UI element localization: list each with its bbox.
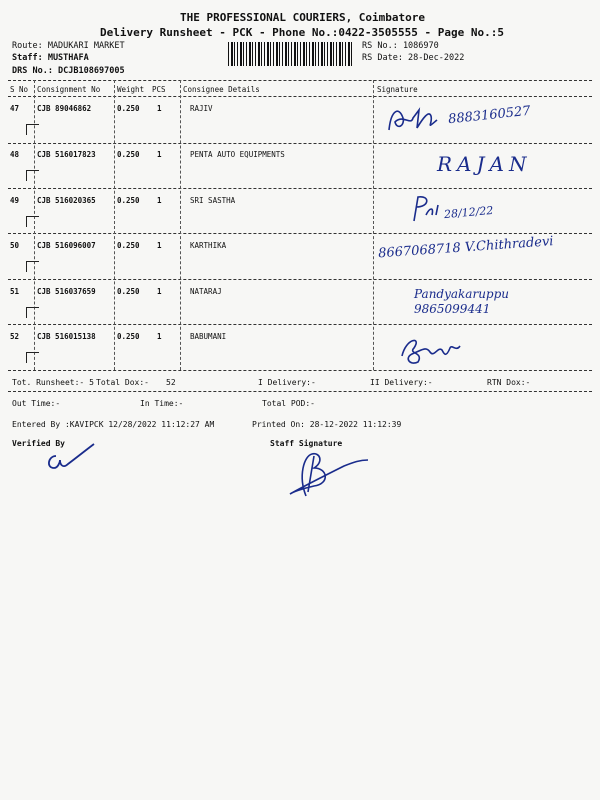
row-divider — [8, 233, 592, 234]
row-consignee: NATARAJ — [190, 287, 222, 296]
row-pcs: 1 — [157, 196, 162, 205]
signature-scribble — [385, 100, 445, 138]
row-pcs: 1 — [157, 150, 162, 159]
row-sno: 48 — [10, 150, 20, 159]
handwritten-date: 28/12/22 — [443, 203, 494, 222]
company-title: THE PROFESSIONAL COURIERS, Coimbatore — [180, 11, 426, 24]
total-dox-value: 52 — [166, 378, 176, 387]
row-consignment: CJB 516017823 — [37, 150, 96, 159]
staff-signature-label: Staff Signature — [270, 439, 343, 448]
row-consignment: CJB 516096007 — [37, 241, 96, 250]
col-header-consignee: Consignee Details — [183, 85, 260, 94]
totals-rule — [8, 391, 592, 392]
drs-number: DRS No.: DCJB108697005 — [12, 66, 125, 76]
row-weight: 0.250 — [117, 287, 140, 296]
handwritten-name: RAJAN — [437, 152, 532, 176]
staff-signature — [284, 446, 374, 502]
row-sno: 47 — [10, 104, 20, 113]
header-rule — [8, 96, 592, 97]
row-weight: 0.250 — [117, 241, 140, 250]
handwritten-name-phone: Pandyakaruppu 9865099441 — [414, 287, 510, 316]
tick-mark — [26, 261, 39, 272]
row-weight: 0.250 — [117, 196, 140, 205]
row-divider — [8, 324, 592, 325]
row-pcs: 1 — [157, 287, 162, 296]
row-weight: 0.250 — [117, 150, 140, 159]
row-divider — [8, 188, 592, 189]
route: Route: MADUKARI MARKET — [12, 41, 125, 51]
table-bottom-rule — [8, 370, 592, 371]
col-header-weight: Weight — [117, 85, 145, 94]
printed-on: Printed On: 28-12-2022 11:12:39 — [252, 420, 402, 429]
tick-mark — [26, 352, 39, 363]
column-rule — [373, 80, 374, 370]
out-time: Out Time:- — [12, 399, 61, 408]
tick-mark — [26, 216, 39, 227]
row-consignee: SRI SASTHA — [190, 196, 236, 205]
total-dox-label: Total Dox:- — [96, 378, 149, 387]
col-header-signature: Signature — [377, 85, 418, 94]
row-pcs: 1 — [157, 104, 162, 113]
handwritten-phone: 8883160527 — [447, 103, 532, 128]
row-consignee: PENTA AUTO EQUIPMENTS — [190, 150, 285, 159]
row-consignment: CJB 516015138 — [37, 332, 96, 341]
row-weight: 0.250 — [117, 104, 140, 113]
total-pod: Total POD:- — [262, 399, 315, 408]
row-divider — [8, 279, 592, 280]
tick-mark — [26, 124, 39, 135]
signature-scribble — [408, 193, 448, 225]
tick-mark — [26, 170, 39, 181]
entered-by: Entered By :KAVIPCK 12/28/2022 11:12:27 AM — [12, 420, 215, 429]
handwritten-phone-name: 8667068718 V.Chithradevi — [377, 234, 554, 262]
in-time: In Time:- — [140, 399, 184, 408]
rs-date: RS Date: 28-Dec-2022 — [362, 53, 465, 63]
table-top-rule — [8, 80, 592, 81]
i-delivery: I Delivery:- — [258, 378, 316, 387]
row-sno: 52 — [10, 332, 20, 341]
verified-signature — [42, 440, 98, 476]
row-consignee: BABUMANI — [190, 332, 227, 341]
row-consignment: CJB 89046862 — [37, 104, 92, 113]
row-consignment: CJB 516037659 — [37, 287, 96, 296]
row-sno: 50 — [10, 241, 20, 250]
column-rule — [180, 80, 181, 370]
col-header-consignment: Consignment No — [37, 85, 101, 94]
row-pcs: 1 — [157, 241, 162, 250]
column-rule — [114, 80, 115, 370]
signature-scribble — [398, 332, 468, 366]
runsheet-subtitle: Delivery Runsheet - PCK - Phone No.:0422-3505555 - Page No.:5 — [100, 26, 504, 39]
verified-by-label: Verified By — [12, 439, 65, 448]
row-consignee: RAJIV — [190, 104, 213, 113]
row-divider — [8, 143, 592, 144]
row-sno: 49 — [10, 196, 20, 205]
row-pcs: 1 — [157, 332, 162, 341]
row-sno: 51 — [10, 287, 20, 296]
barcode — [228, 42, 354, 66]
staff: Staff: MUSTHAFA — [12, 53, 89, 63]
total-runsheet: Tot. Runsheet:- 5 — [12, 378, 94, 387]
ii-delivery: II Delivery:- — [370, 378, 433, 387]
row-consignment: CJB 516020365 — [37, 196, 96, 205]
col-header-sno: S No — [10, 85, 29, 94]
rtn-dox: RTN Dox:- — [487, 378, 531, 387]
row-weight: 0.250 — [117, 332, 140, 341]
tick-mark — [26, 307, 39, 318]
rs-number: RS No.: 1086970 — [362, 41, 439, 51]
row-consignee: KARTHIKA — [190, 241, 227, 250]
col-header-pcs: PCS — [152, 85, 166, 94]
